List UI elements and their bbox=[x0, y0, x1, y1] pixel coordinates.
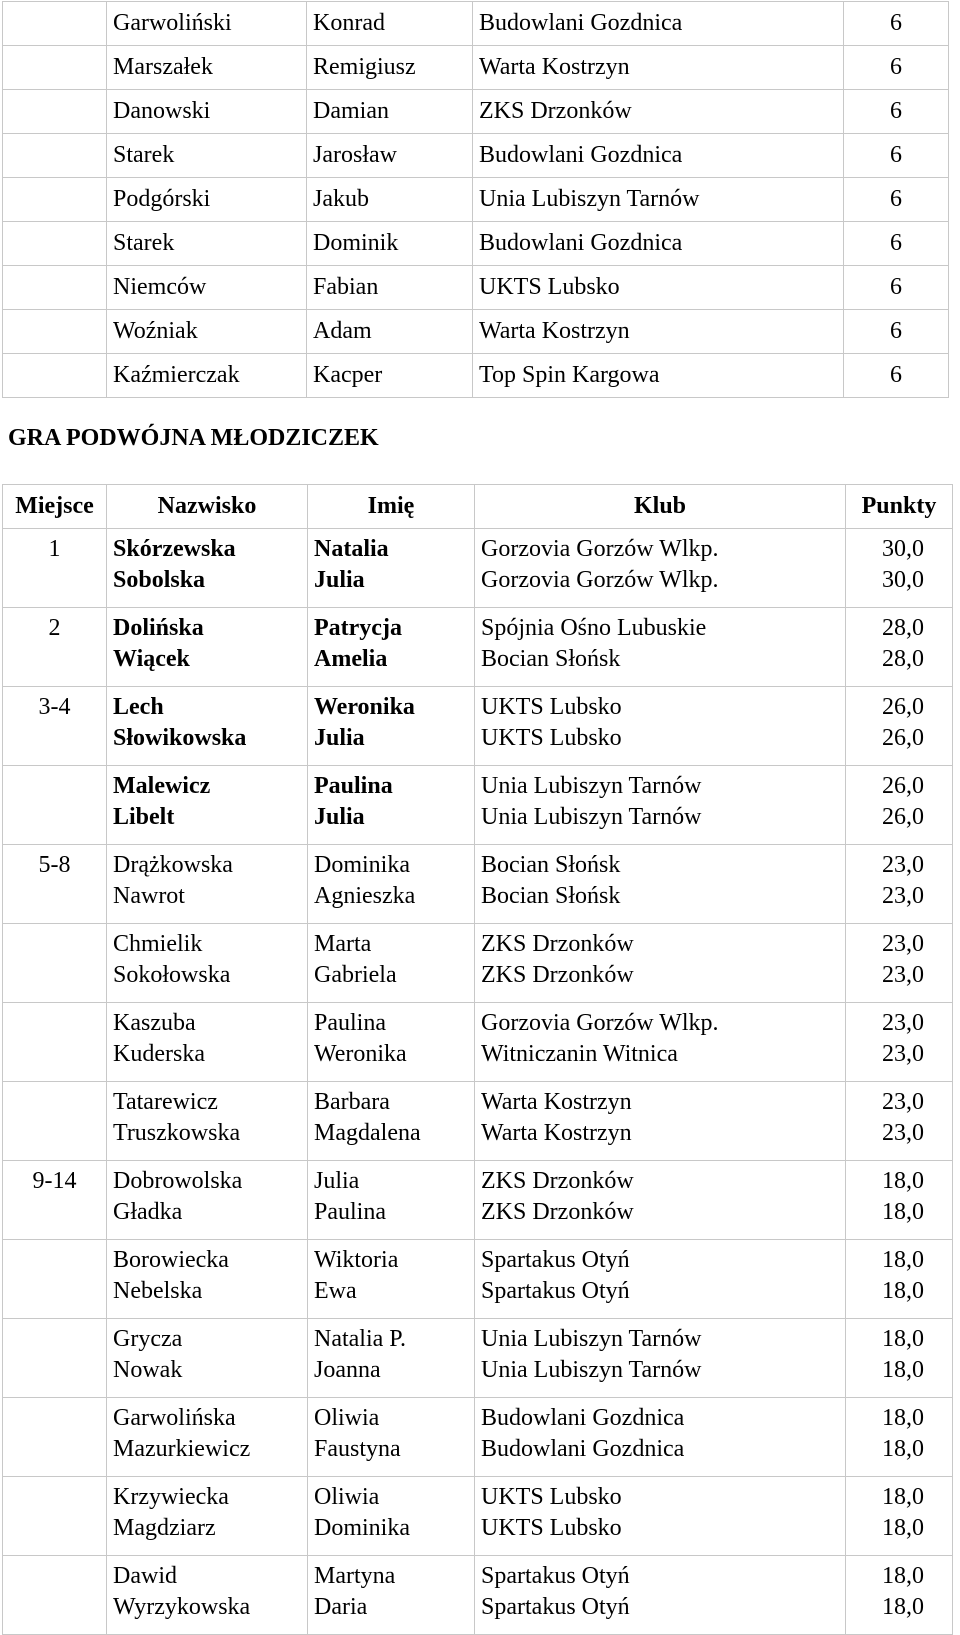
surname-line: Nawrot bbox=[113, 883, 185, 909]
club-line: Witniczanin Witnica bbox=[481, 1041, 678, 1067]
club-cell: Warta Kostrzyn bbox=[473, 310, 844, 354]
surname-line: Dobrowolska bbox=[113, 1168, 243, 1194]
place-cell: 1 bbox=[3, 529, 107, 608]
first-name-line: Agnieszka bbox=[314, 883, 416, 909]
first-name-line: Wiktoria bbox=[314, 1247, 399, 1273]
first-name-cell: Adam bbox=[307, 310, 473, 354]
club-cell bbox=[475, 608, 846, 687]
club-cell: Warta Kostrzyn bbox=[473, 46, 844, 90]
table-row bbox=[3, 687, 953, 766]
surname-line: Grycza bbox=[113, 1326, 183, 1352]
points-cell bbox=[846, 1398, 953, 1477]
table-row bbox=[3, 1161, 953, 1240]
club-line: Budowlani Gozdnica bbox=[481, 1405, 685, 1431]
surname-cell: Starek bbox=[107, 222, 307, 266]
first-name-line: Dominika bbox=[314, 852, 410, 878]
points-line: 30,0 bbox=[882, 567, 924, 593]
club-line: ZKS Drzonków bbox=[481, 1199, 634, 1225]
first-name-line: Julia bbox=[314, 567, 365, 593]
surname-line: Kuderska bbox=[113, 1041, 205, 1067]
first-name-cell: Damian bbox=[307, 90, 473, 134]
surname-line: Lech bbox=[113, 694, 164, 720]
club-line: Gorzovia Gorzów Wlkp. bbox=[481, 536, 719, 562]
surname-cell: Danowski bbox=[107, 90, 307, 134]
club-cell bbox=[475, 529, 846, 608]
place-cell: 2 bbox=[3, 608, 107, 687]
points-line: 23,0 bbox=[882, 1041, 924, 1067]
table-row bbox=[3, 1477, 953, 1556]
surname-line: Sobolska bbox=[113, 567, 206, 593]
first-name-line: Paulina bbox=[314, 1199, 386, 1225]
first-name-line: Ewa bbox=[314, 1278, 357, 1304]
club-cell: ZKS Drzonków bbox=[473, 90, 844, 134]
club-line: Unia Lubiszyn Tarnów bbox=[481, 773, 702, 799]
table-row bbox=[3, 354, 949, 398]
section-heading: GRA PODWÓJNA MŁODZICZEK bbox=[8, 425, 379, 451]
surname-line: Borowiecka bbox=[113, 1247, 229, 1273]
surname-cell: Podgórski bbox=[107, 178, 307, 222]
points-line: 18,0 bbox=[882, 1199, 924, 1225]
club-cell bbox=[475, 1082, 846, 1161]
first-name-line: Patrycja bbox=[314, 615, 402, 641]
table-row bbox=[3, 529, 953, 608]
club-line: Bocian Słońsk bbox=[481, 852, 621, 878]
surname-cell: Starek bbox=[107, 134, 307, 178]
club-line: Spartakus Otyń bbox=[481, 1247, 630, 1273]
surname-line: Kaszuba bbox=[113, 1010, 196, 1036]
table-row bbox=[3, 1082, 953, 1161]
surname-line: Krzywiecka bbox=[113, 1484, 229, 1510]
surname-cell bbox=[107, 1319, 308, 1398]
club-line: UKTS Lubsko bbox=[481, 1484, 622, 1510]
club-line: UKTS Lubsko bbox=[481, 1515, 622, 1541]
points-cell bbox=[846, 1319, 953, 1398]
table-row bbox=[3, 924, 953, 1003]
table-row bbox=[3, 1398, 953, 1477]
blank bbox=[3, 134, 107, 178]
doubles-results-table bbox=[2, 484, 953, 1635]
points-cell: 6 bbox=[844, 266, 949, 310]
blank bbox=[3, 354, 107, 398]
surname-cell bbox=[107, 924, 308, 1003]
club-line: Spartakus Otyń bbox=[481, 1563, 630, 1589]
blank bbox=[3, 178, 107, 222]
points-cell bbox=[846, 1082, 953, 1161]
club-cell bbox=[475, 1477, 846, 1556]
first-name-cell bbox=[308, 529, 475, 608]
points-line: 18,0 bbox=[882, 1278, 924, 1304]
place-cell bbox=[3, 1398, 107, 1477]
points-line: 28,0 bbox=[882, 615, 924, 641]
club-cell: Budowlani Gozdnica bbox=[473, 222, 844, 266]
club-line: ZKS Drzonków bbox=[481, 962, 634, 988]
surname-cell bbox=[107, 1240, 308, 1319]
club-line: Gorzovia Gorzów Wlkp. bbox=[481, 567, 719, 593]
surname-line: Nebelska bbox=[113, 1278, 203, 1304]
points-cell bbox=[846, 529, 953, 608]
points-line: 23,0 bbox=[882, 852, 924, 878]
place-cell bbox=[3, 1240, 107, 1319]
place-cell bbox=[3, 1003, 107, 1082]
club-line: Spójnia Ośno Lubuskie bbox=[481, 615, 707, 641]
table-row bbox=[3, 222, 949, 266]
first-name-line: Julia bbox=[314, 1168, 360, 1194]
surname-cell: Garwoliński bbox=[107, 2, 307, 46]
points-cell bbox=[846, 1240, 953, 1319]
surname-cell bbox=[107, 1161, 308, 1240]
place-cell bbox=[3, 924, 107, 1003]
first-name-cell bbox=[308, 766, 475, 845]
table-row bbox=[3, 90, 949, 134]
first-name-line: Paulina bbox=[314, 1010, 386, 1036]
place-cell bbox=[3, 1319, 107, 1398]
first-name-cell: Konrad bbox=[307, 2, 473, 46]
first-name-cell: Remigiusz bbox=[307, 46, 473, 90]
points-cell bbox=[846, 845, 953, 924]
table-row bbox=[3, 2, 949, 46]
club-line: Budowlani Gozdnica bbox=[481, 1436, 685, 1462]
blank bbox=[3, 222, 107, 266]
points-line: 18,0 bbox=[882, 1563, 924, 1589]
club-line: Unia Lubiszyn Tarnów bbox=[481, 1357, 702, 1383]
surname-cell: Marszałek bbox=[107, 46, 307, 90]
points-line: 26,0 bbox=[882, 694, 924, 720]
points-cell bbox=[846, 608, 953, 687]
first-name-cell bbox=[308, 1477, 475, 1556]
club-line: Unia Lubiszyn Tarnów bbox=[481, 804, 702, 830]
club-cell bbox=[475, 1161, 846, 1240]
first-name-line: Julia bbox=[314, 804, 365, 830]
blank bbox=[3, 90, 107, 134]
header-row bbox=[3, 485, 953, 529]
first-name-line: Barbara bbox=[314, 1089, 390, 1115]
surname-cell bbox=[107, 1003, 308, 1082]
points-line: 23,0 bbox=[882, 1089, 924, 1115]
club-line: Warta Kostrzyn bbox=[481, 1120, 632, 1146]
points-line: 18,0 bbox=[882, 1168, 924, 1194]
first-name-cell bbox=[308, 1319, 475, 1398]
header-surname: Nazwisko bbox=[107, 485, 308, 529]
first-name-line: Natalia bbox=[314, 536, 389, 562]
surname-line: Garwolińska bbox=[113, 1405, 236, 1431]
points-cell: 6 bbox=[844, 46, 949, 90]
club-cell bbox=[475, 766, 846, 845]
points-line: 30,0 bbox=[882, 536, 924, 562]
club-cell bbox=[475, 1003, 846, 1082]
points-line: 18,0 bbox=[882, 1515, 924, 1541]
club-cell bbox=[475, 845, 846, 924]
points-cell: 6 bbox=[844, 310, 949, 354]
club-cell: Budowlani Gozdnica bbox=[473, 2, 844, 46]
surname-cell bbox=[107, 608, 308, 687]
first-name-cell bbox=[308, 1556, 475, 1635]
first-name-line: Martyna bbox=[314, 1563, 396, 1589]
first-name-line: Oliwia bbox=[314, 1484, 380, 1510]
points-line: 23,0 bbox=[882, 1010, 924, 1036]
header-club: Klub bbox=[475, 485, 846, 529]
club-line: UKTS Lubsko bbox=[481, 725, 622, 751]
blank bbox=[3, 2, 107, 46]
club-line: Gorzovia Gorzów Wlkp. bbox=[481, 1010, 719, 1036]
header-place: Miejsce bbox=[3, 485, 107, 529]
club-line: ZKS Drzonków bbox=[481, 1168, 634, 1194]
points-line: 23,0 bbox=[882, 883, 924, 909]
first-name-cell bbox=[308, 1398, 475, 1477]
first-name-cell: Kacper bbox=[307, 354, 473, 398]
header-first-name: Imię bbox=[308, 485, 475, 529]
surname-cell: Niemców bbox=[107, 266, 307, 310]
club-cell bbox=[475, 1240, 846, 1319]
first-name-line: Paulina bbox=[314, 773, 393, 799]
table-row bbox=[3, 845, 953, 924]
place-cell: 9-14 bbox=[3, 1161, 107, 1240]
table-row bbox=[3, 1556, 953, 1635]
surname-line: Słowikowska bbox=[113, 725, 247, 751]
surname-line: Mazurkiewicz bbox=[113, 1436, 251, 1462]
surname-line: Gładka bbox=[113, 1199, 183, 1225]
surname-line: Nowak bbox=[113, 1357, 183, 1383]
first-name-cell: Fabian bbox=[307, 266, 473, 310]
club-cell bbox=[475, 1398, 846, 1477]
surname-cell bbox=[107, 766, 308, 845]
surname-line: Chmielik bbox=[113, 931, 203, 957]
first-name-line: Gabriela bbox=[314, 962, 397, 988]
surname-cell bbox=[107, 687, 308, 766]
place-cell bbox=[3, 1556, 107, 1635]
surname-line: Dolińska bbox=[113, 615, 204, 641]
table-row bbox=[3, 134, 949, 178]
blank bbox=[3, 310, 107, 354]
surname-cell bbox=[107, 529, 308, 608]
club-line: Bocian Słońsk bbox=[481, 883, 621, 909]
points-line: 18,0 bbox=[882, 1405, 924, 1431]
place-cell: 3-4 bbox=[3, 687, 107, 766]
points-cell bbox=[846, 924, 953, 1003]
first-name-cell bbox=[308, 845, 475, 924]
first-name-cell bbox=[308, 1161, 475, 1240]
blank bbox=[3, 266, 107, 310]
surname-cell bbox=[107, 1082, 308, 1161]
table-row bbox=[3, 1240, 953, 1319]
club-line: Spartakus Otyń bbox=[481, 1278, 630, 1304]
club-cell bbox=[475, 1319, 846, 1398]
points-cell: 6 bbox=[844, 354, 949, 398]
surname-line: Drążkowska bbox=[113, 852, 233, 878]
place-cell bbox=[3, 1477, 107, 1556]
table-row bbox=[3, 608, 953, 687]
club-cell: Unia Lubiszyn Tarnów bbox=[473, 178, 844, 222]
club-cell: UKTS Lubsko bbox=[473, 266, 844, 310]
first-name-line: Faustyna bbox=[314, 1436, 401, 1462]
first-name-cell bbox=[308, 1240, 475, 1319]
points-cell bbox=[846, 687, 953, 766]
first-name-cell bbox=[308, 1003, 475, 1082]
surname-line: Skórzewska bbox=[113, 536, 236, 562]
singles-results-table bbox=[2, 1, 949, 398]
table-row bbox=[3, 178, 949, 222]
points-line: 23,0 bbox=[882, 931, 924, 957]
place-cell bbox=[3, 1082, 107, 1161]
first-name-cell bbox=[308, 1082, 475, 1161]
surname-cell bbox=[107, 845, 308, 924]
table-row bbox=[3, 766, 953, 845]
points-line: 18,0 bbox=[882, 1436, 924, 1462]
points-line: 23,0 bbox=[882, 962, 924, 988]
surname-line: Sokołowska bbox=[113, 962, 231, 988]
points-cell: 6 bbox=[844, 178, 949, 222]
club-line: Bocian Słońsk bbox=[481, 646, 621, 672]
first-name-line: Weronika bbox=[314, 1041, 407, 1067]
points-line: 18,0 bbox=[882, 1326, 924, 1352]
first-name-line: Oliwia bbox=[314, 1405, 380, 1431]
surname-cell bbox=[107, 1556, 308, 1635]
points-cell: 6 bbox=[844, 90, 949, 134]
blank bbox=[3, 46, 107, 90]
first-name-line: Julia bbox=[314, 725, 365, 751]
place-cell: 5-8 bbox=[3, 845, 107, 924]
surname-cell: Kaźmierczak bbox=[107, 354, 307, 398]
place-cell bbox=[3, 766, 107, 845]
club-cell: Top Spin Kargowa bbox=[473, 354, 844, 398]
surname-line: Wyrzykowska bbox=[113, 1594, 251, 1620]
first-name-cell bbox=[308, 924, 475, 1003]
points-cell: 6 bbox=[844, 222, 949, 266]
points-cell bbox=[846, 1161, 953, 1240]
first-name-line: Amelia bbox=[314, 646, 388, 672]
club-line: ZKS Drzonków bbox=[481, 931, 634, 957]
table-row bbox=[3, 266, 949, 310]
points-line: 26,0 bbox=[882, 773, 924, 799]
points-line: 18,0 bbox=[882, 1484, 924, 1510]
surname-line: Dawid bbox=[113, 1563, 177, 1589]
first-name-line: Magdalena bbox=[314, 1120, 421, 1146]
first-name-cell: Dominik bbox=[307, 222, 473, 266]
table-row bbox=[3, 46, 949, 90]
club-line: Warta Kostrzyn bbox=[481, 1089, 632, 1115]
points-cell bbox=[846, 1556, 953, 1635]
club-cell bbox=[475, 924, 846, 1003]
points-line: 18,0 bbox=[882, 1357, 924, 1383]
points-cell bbox=[846, 1003, 953, 1082]
header-points: Punkty bbox=[846, 485, 953, 529]
surname-line: Malewicz bbox=[113, 773, 211, 799]
points-cell bbox=[846, 766, 953, 845]
club-cell bbox=[475, 687, 846, 766]
points-line: 28,0 bbox=[882, 646, 924, 672]
club-cell bbox=[475, 1556, 846, 1635]
first-name-line: Daria bbox=[314, 1594, 368, 1620]
points-line: 23,0 bbox=[882, 1120, 924, 1146]
points-cell bbox=[846, 1477, 953, 1556]
first-name-line: Marta bbox=[314, 931, 372, 957]
points-cell: 6 bbox=[844, 134, 949, 178]
table-row bbox=[3, 310, 949, 354]
points-line: 18,0 bbox=[882, 1594, 924, 1620]
points-line: 26,0 bbox=[882, 725, 924, 751]
surname-line: Magdziarz bbox=[113, 1515, 216, 1541]
first-name-line: Dominika bbox=[314, 1515, 410, 1541]
points-line: 26,0 bbox=[882, 804, 924, 830]
points-cell: 6 bbox=[844, 2, 949, 46]
surname-cell bbox=[107, 1398, 308, 1477]
surname-line: Wiącek bbox=[113, 646, 190, 672]
club-line: UKTS Lubsko bbox=[481, 694, 622, 720]
club-cell: Budowlani Gozdnica bbox=[473, 134, 844, 178]
first-name-line: Joanna bbox=[314, 1357, 381, 1383]
club-line: Spartakus Otyń bbox=[481, 1594, 630, 1620]
first-name-cell bbox=[308, 608, 475, 687]
surname-line: Truszkowska bbox=[113, 1120, 241, 1146]
first-name-cell: Jakub bbox=[307, 178, 473, 222]
surname-cell: Woźniak bbox=[107, 310, 307, 354]
first-name-line: Natalia P. bbox=[314, 1326, 406, 1352]
table-row bbox=[3, 1003, 953, 1082]
points-line: 18,0 bbox=[882, 1247, 924, 1273]
surname-cell bbox=[107, 1477, 308, 1556]
first-name-line: Weronika bbox=[314, 694, 415, 720]
first-name-cell bbox=[308, 687, 475, 766]
club-line: Unia Lubiszyn Tarnów bbox=[481, 1326, 702, 1352]
table-row bbox=[3, 1319, 953, 1398]
surname-line: Tatarewicz bbox=[113, 1089, 218, 1115]
first-name-cell: Jarosław bbox=[307, 134, 473, 178]
surname-line: Libelt bbox=[113, 804, 175, 830]
